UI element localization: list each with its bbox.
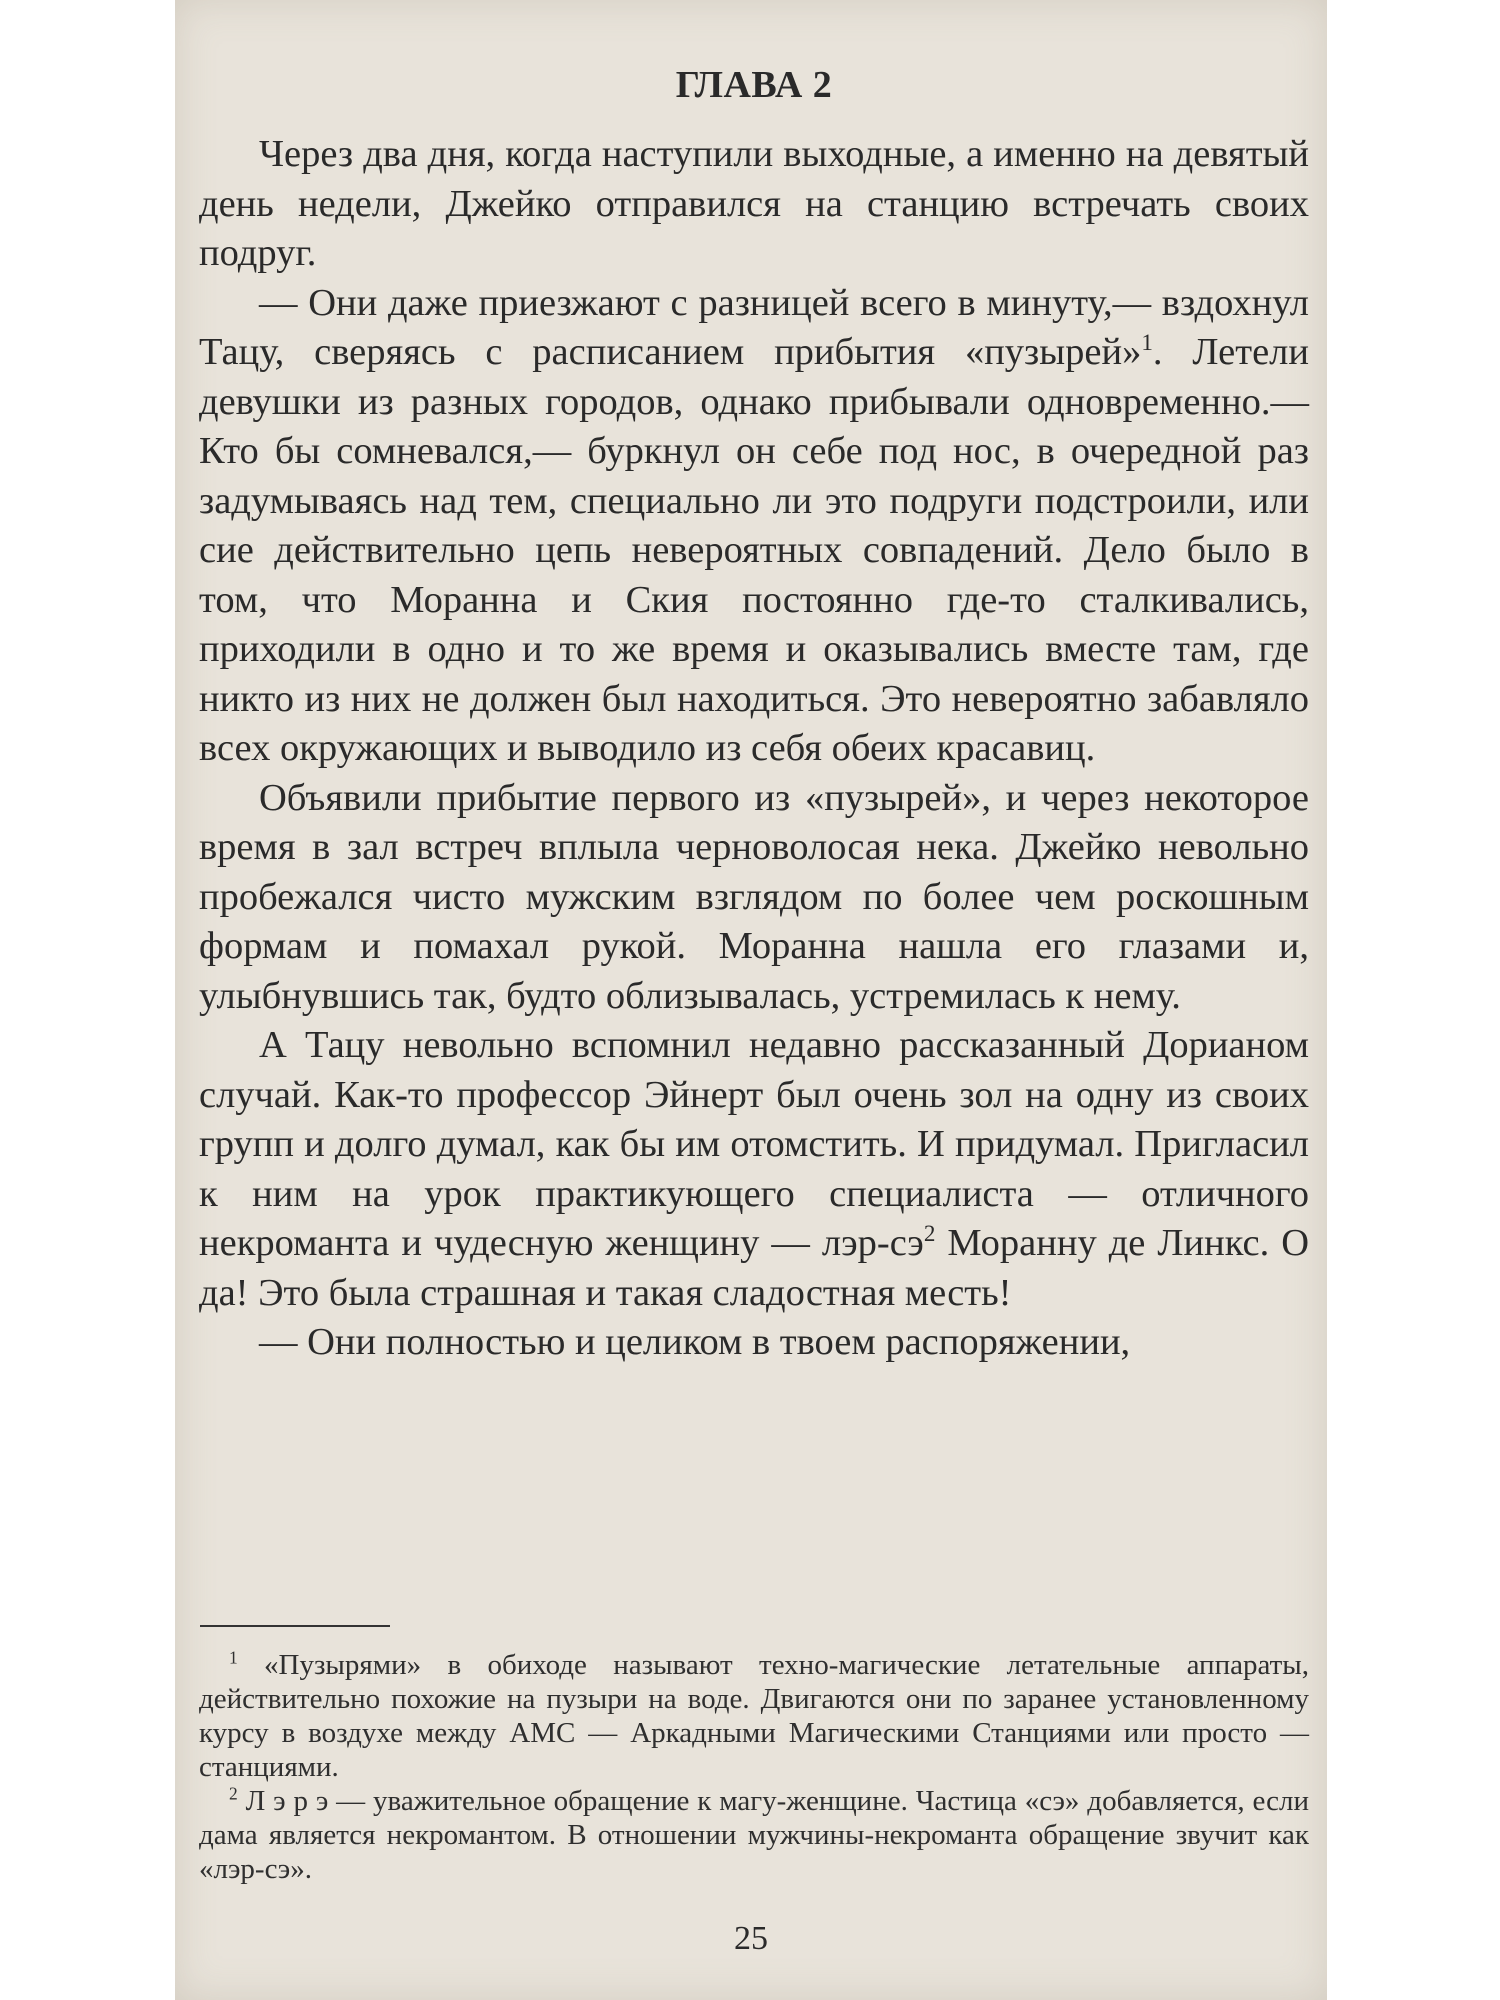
paragraph [199,774,1309,1022]
paragraph-text: — Они полностью и целиком в твоем распоряжении, [259,1321,1131,1363]
page-number: 25 [734,1920,768,1957]
footnote-text: Л э р э — уважительное обращение к магу-женщине. Частица «сэ» добавляется, если дама является некромантом. В отношении мужчины-некроманта обращение звучит как «лэр-сэ». [199,1785,1310,1885]
footnotes [199,1648,1309,1886]
footnote-ref: 2 [923,1220,936,1247]
paragraph [199,1318,1309,1368]
footnote [199,1648,1309,1784]
paragraph [199,1021,1309,1318]
footnote-marker: 1 [229,1647,238,1668]
paragraph-text: А Тацу невольно вспомнил недавно рассказанный Дорианом случай. Как-то профессор Эйнерт был очень зол на одну из своих групп и долго думал, как бы им отомстить. И придумал. Пригласил к ним на урок практикующего специалиста — отличного некроманта и чудесную женщину — лэр-сэ [199,1024,1309,1264]
footnote [199,1784,1309,1886]
paragraph-text: — Они даже приезжают с разницей всего в минуту,— вздохнул Тацу, сверяясь с расписанием прибытия «пузырей» [199,281,1309,373]
footnote-divider [200,1625,390,1627]
footnote-ref: 1 [1141,329,1153,356]
paragraph [199,130,1309,279]
paragraph-text: Моранну де Линкс. О да! Это была страшная и такая сладостная месть! [199,1222,1310,1314]
paragraph-text: . Летели девушки из разных городов, однако прибывали одновременно.— Кто бы сомневался,— буркнул он себе под нос, в очередной раз задумываясь над тем, специально ли это подруги подстроили, или сие действительно цепь невероятных совпадений. Дело было в том, что Моранна и Ския постоянно где-то сталкивались, приходили в одно и то же время и оказывались вместе там, где никто из них не должен был находиться. Это невероятно забавляло всех окружающих и выводило из себя обеих красавиц. [199,331,1309,769]
chapter-title: ГЛАВА 2 [675,64,833,106]
paragraph-text: Объявили прибытие первого из «пузырей», и через некоторое время в зал встреч вплыла черноволосая нека. Джейко невольно пробежался чисто мужским взглядом по более чем роскошным формам и помахал рукой. Моранна нашла его глазами и, улыбнувшись так, будто облизывалась, устремилась к нему. [199,776,1309,1017]
footnote-marker: 2 [229,1783,238,1804]
paragraph [199,279,1309,774]
paragraph-text: Через два дня, когда наступили выходные, а именно на девятый день недели, Джейко отправился на станцию встречать своих подруг. [199,133,1309,274]
main-text [199,60,1309,1368]
book-page [175,0,1327,2000]
footnote-text: «Пузырями» в обиходе называют техно-магические летательные аппараты, действительно похожие на пузыри на воде. Двигаются они по заранее установленному курсу в воздухе между АМС — Аркадными Магическими Станциями или просто — станциями. [199,1649,1309,1783]
